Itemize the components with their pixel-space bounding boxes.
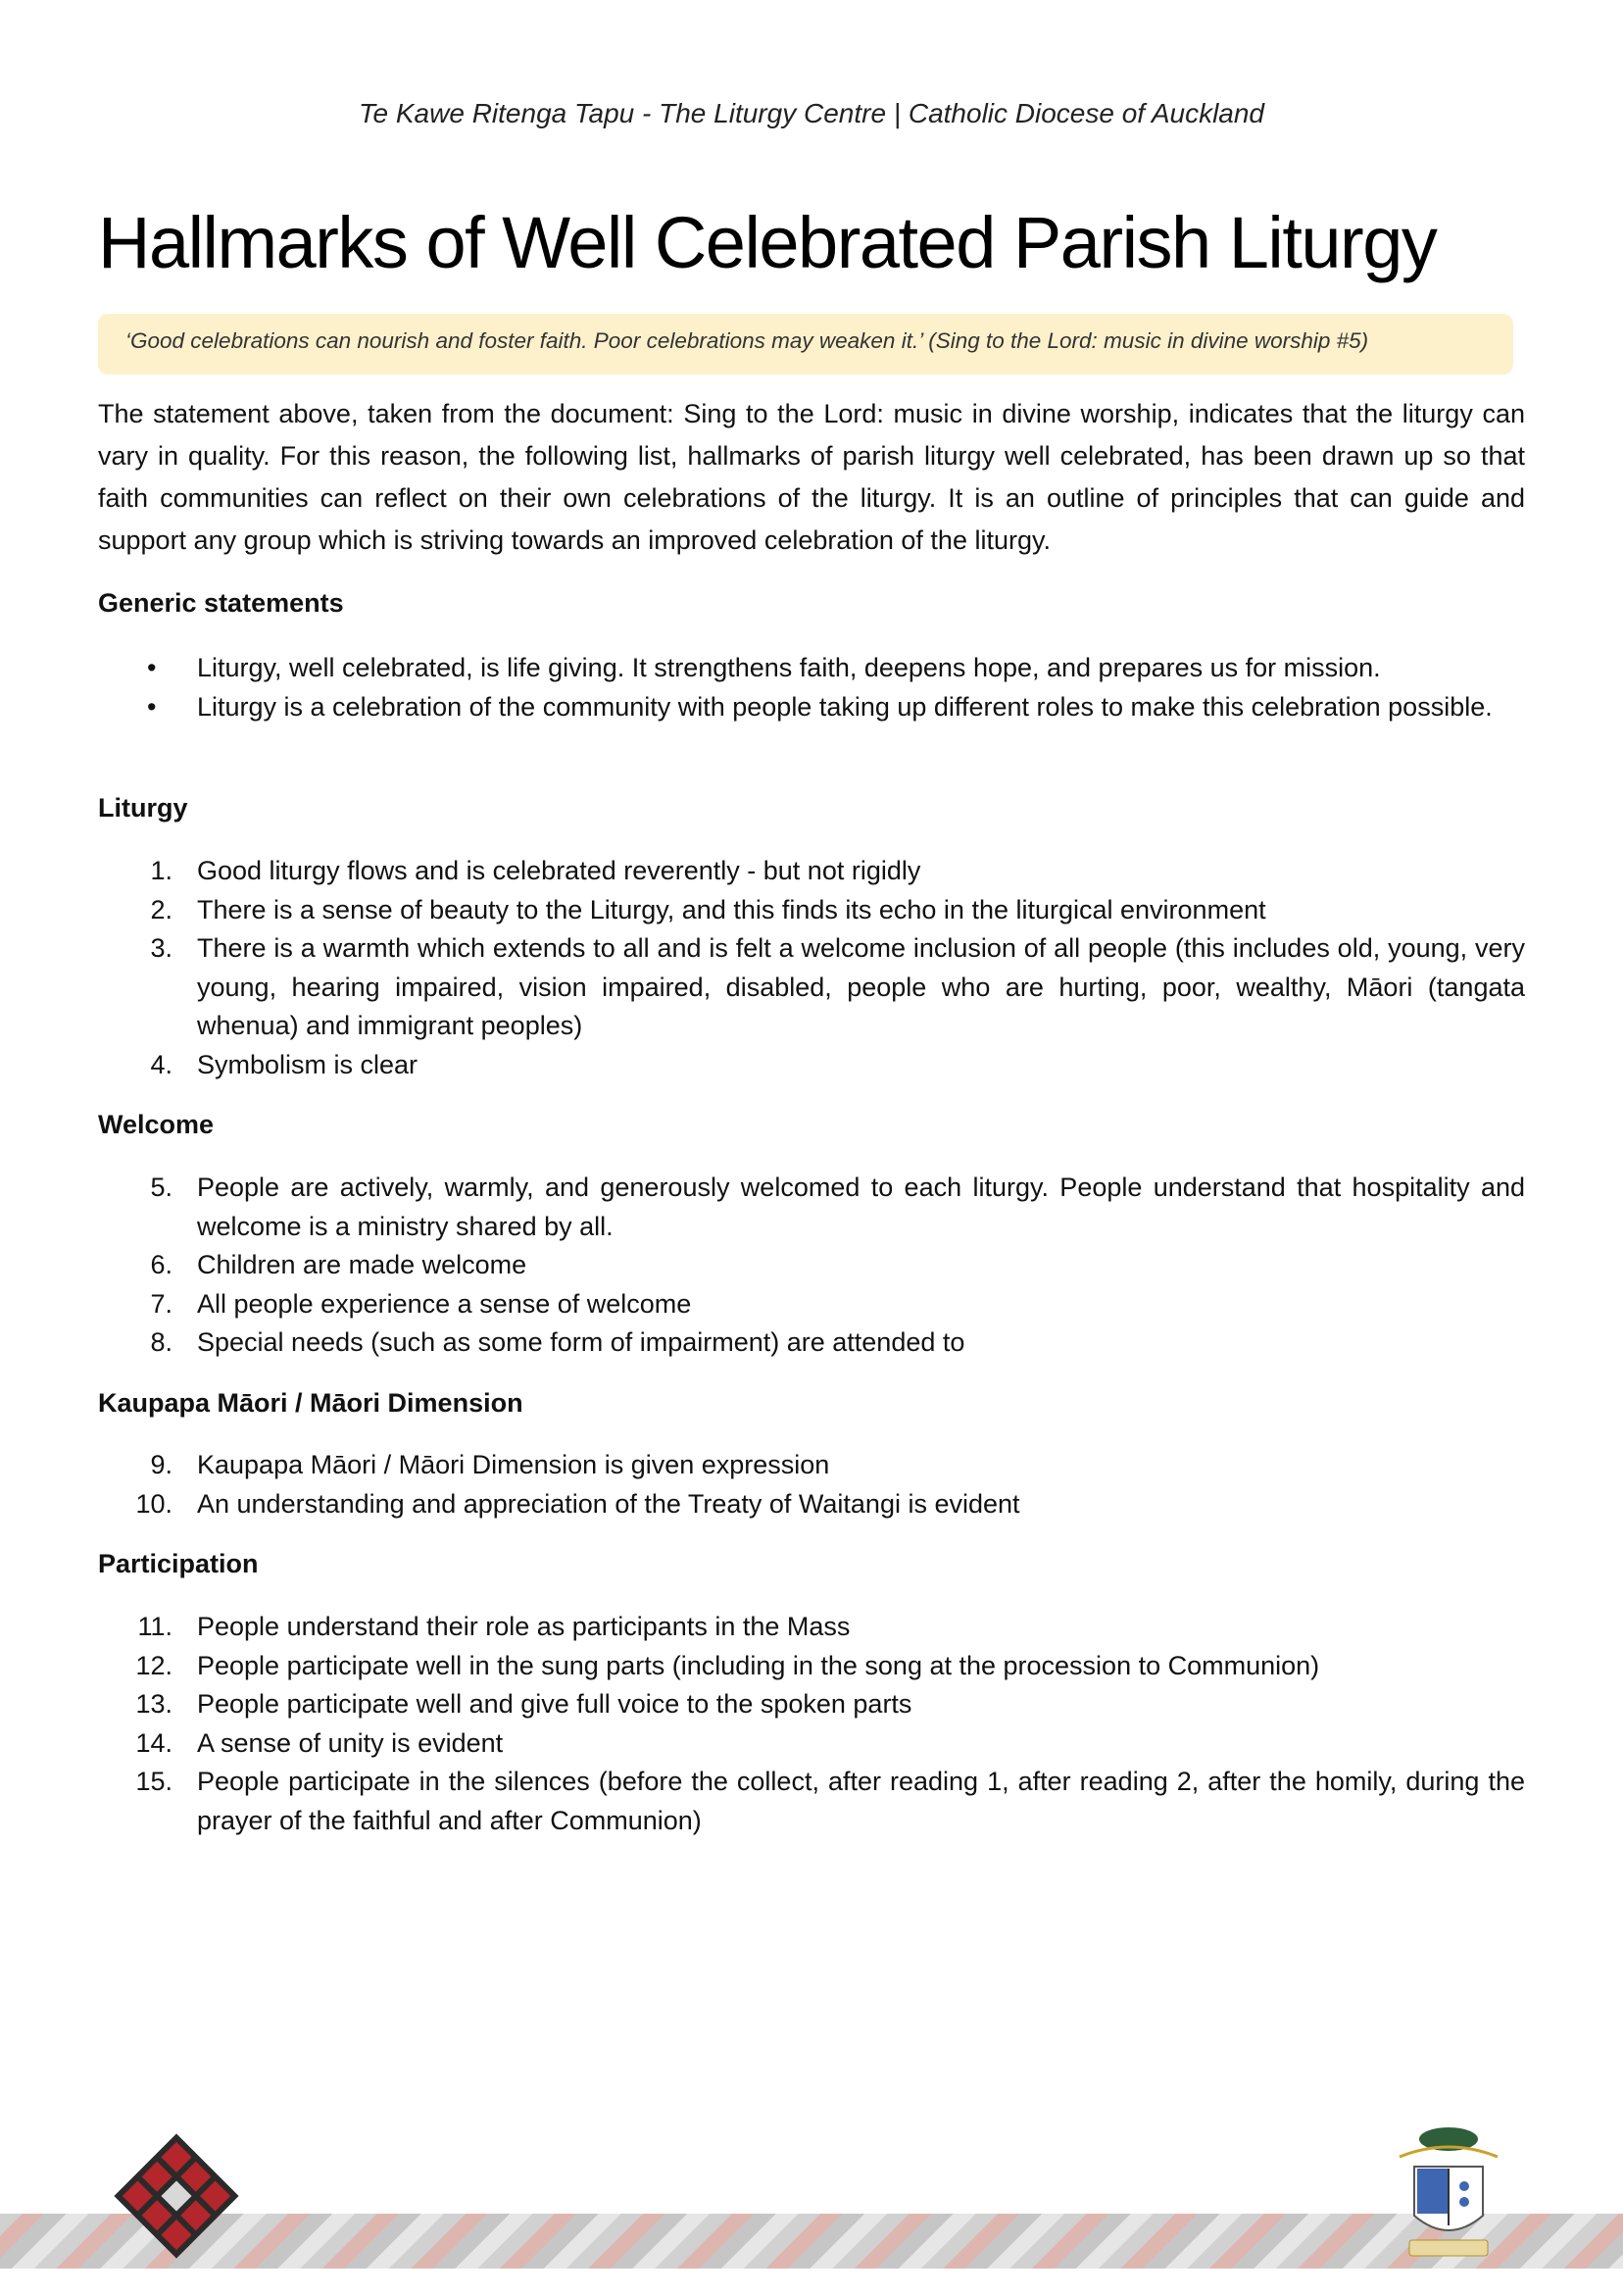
quote-box <box>98 314 1513 374</box>
list-number: 14. <box>135 1727 172 1758</box>
page-header: Te Kawe Ritenga Tapu - The Liturgy Centre | Catholic Diocese of Auckland <box>359 98 1264 128</box>
list-number: 12. <box>135 1650 172 1680</box>
list-item <box>98 649 1525 688</box>
list-item-text: Good liturgy flows and is celebrated reverently - but not rigidly <box>197 856 921 885</box>
list-item <box>98 1485 1525 1524</box>
list-item-text: There is a sense of beauty to the Liturgy, and this finds its echo in the liturgical environment <box>197 894 1266 924</box>
section-heading-liturgy: Liturgy <box>98 793 188 823</box>
section-heading-generic: Generic statements <box>98 588 344 618</box>
bullet-icon: • <box>147 691 157 722</box>
section-heading-participation: Participation <box>98 1549 259 1578</box>
list-item <box>98 1685 1525 1724</box>
quote-text: ‘Good celebrations can nourish and foster faith. Poor celebrations may weaken it.’ (Sing to the Lord: music in divine worship #5) <box>125 328 1369 353</box>
list-number: 9. <box>150 1450 172 1479</box>
list-number: 6. <box>150 1250 172 1279</box>
generic-list <box>98 649 1525 726</box>
list-item <box>98 1323 1525 1363</box>
diocese-crest-logo <box>1380 2118 1517 2274</box>
list-item-text: People participate in the silences (before the collect, after reading 1, after reading 2, after the homily, during the prayer of the faithful and after Communion) <box>197 1767 1525 1835</box>
list-item-text: Special needs (such as some form of impairment) are attended to <box>197 1327 965 1357</box>
intro-paragraph: The statement above, taken from the document: Sing to the Lord: music in divine worship, indicates that the liturgy can vary in quality. For this reason, the following list, hallmarks of parish liturgy well celebrated, has been drawn up so that faith communities can reflect on their own celebrations of the liturgy. It is an outline of principles that can guide and support any group which is striving towards an improved celebration of the liturgy. <box>98 399 1525 555</box>
list-item <box>98 1446 1525 1485</box>
page-title: Hallmarks of Well Celebrated Parish Liturgy <box>98 202 1437 283</box>
list-item <box>98 688 1525 727</box>
list-item-text: People are actively, warmly, and generously welcomed to each liturgy. People understand that hospitality and welcome is a ministry shared by all. <box>197 1173 1525 1241</box>
list-item <box>98 852 1525 891</box>
list-number: 7. <box>150 1288 172 1319</box>
list-item-text: Kaupapa Māori / Māori Dimension is given expression <box>197 1450 830 1479</box>
list-item <box>98 1046 1525 1085</box>
list-number: 4. <box>150 1049 172 1079</box>
list-number: 8. <box>150 1327 172 1357</box>
list-item <box>98 1169 1525 1246</box>
list-item-text: Symbolism is clear <box>197 1049 418 1079</box>
list-item-text: All people experience a sense of welcome <box>197 1288 692 1319</box>
list-item <box>98 1724 1525 1764</box>
section-heading-maori: Kaupapa Māori / Māori Dimension <box>98 1388 523 1418</box>
list-item <box>98 1285 1525 1324</box>
list-item <box>98 1246 1525 1285</box>
liturgy-centre-logo <box>93 2113 260 2279</box>
list-item <box>98 929 1525 1046</box>
list-number: 13. <box>135 1689 172 1719</box>
list-number: 15. <box>135 1767 172 1796</box>
list-item-text: A sense of unity is evident <box>197 1727 504 1758</box>
list-number: 11. <box>137 1612 172 1641</box>
list-number: 5. <box>150 1173 172 1202</box>
liturgy-list <box>98 852 1525 1084</box>
list-number: 3. <box>150 933 172 963</box>
list-item-text: People participate well and give full voice to the spoken parts <box>197 1689 912 1719</box>
welcome-list <box>98 1169 1525 1363</box>
list-number: 10. <box>135 1488 172 1519</box>
list-item <box>98 1763 1525 1840</box>
list-number: 2. <box>150 894 172 924</box>
list-item <box>98 1608 1525 1647</box>
section-heading-welcome: Welcome <box>98 1110 215 1139</box>
participation-list <box>98 1608 1525 1840</box>
list-item <box>98 891 1525 930</box>
list-item-text: Liturgy, well celebrated, is life giving. It strengthens faith, deepens hope, and prepares us for mission. <box>197 653 1381 682</box>
list-number: 1. <box>150 856 172 885</box>
list-item-text: Liturgy is a celebration of the community with people taking up different roles to make this celebration possible. <box>197 691 1493 722</box>
list-item-text: People participate well in the sung parts (including in the song at the procession to Communion) <box>197 1650 1320 1680</box>
list-item <box>98 1647 1525 1686</box>
list-item-text: Children are made welcome <box>197 1250 527 1279</box>
list-item-text: There is a warmth which extends to all and is felt a welcome inclusion of all people (this includes old, young, very young, hearing impaired, vision impaired, disabled, people who are hurting, poor, wealthy, Māori (tangata whenua) and immigrant peoples) <box>197 933 1525 1040</box>
list-item-text: An understanding and appreciation of the Treaty of Waitangi is evident <box>197 1488 1020 1519</box>
maori-list <box>98 1446 1525 1523</box>
list-item-text: People understand their role as participants in the Mass <box>197 1612 851 1641</box>
bullet-icon: • <box>147 653 157 682</box>
